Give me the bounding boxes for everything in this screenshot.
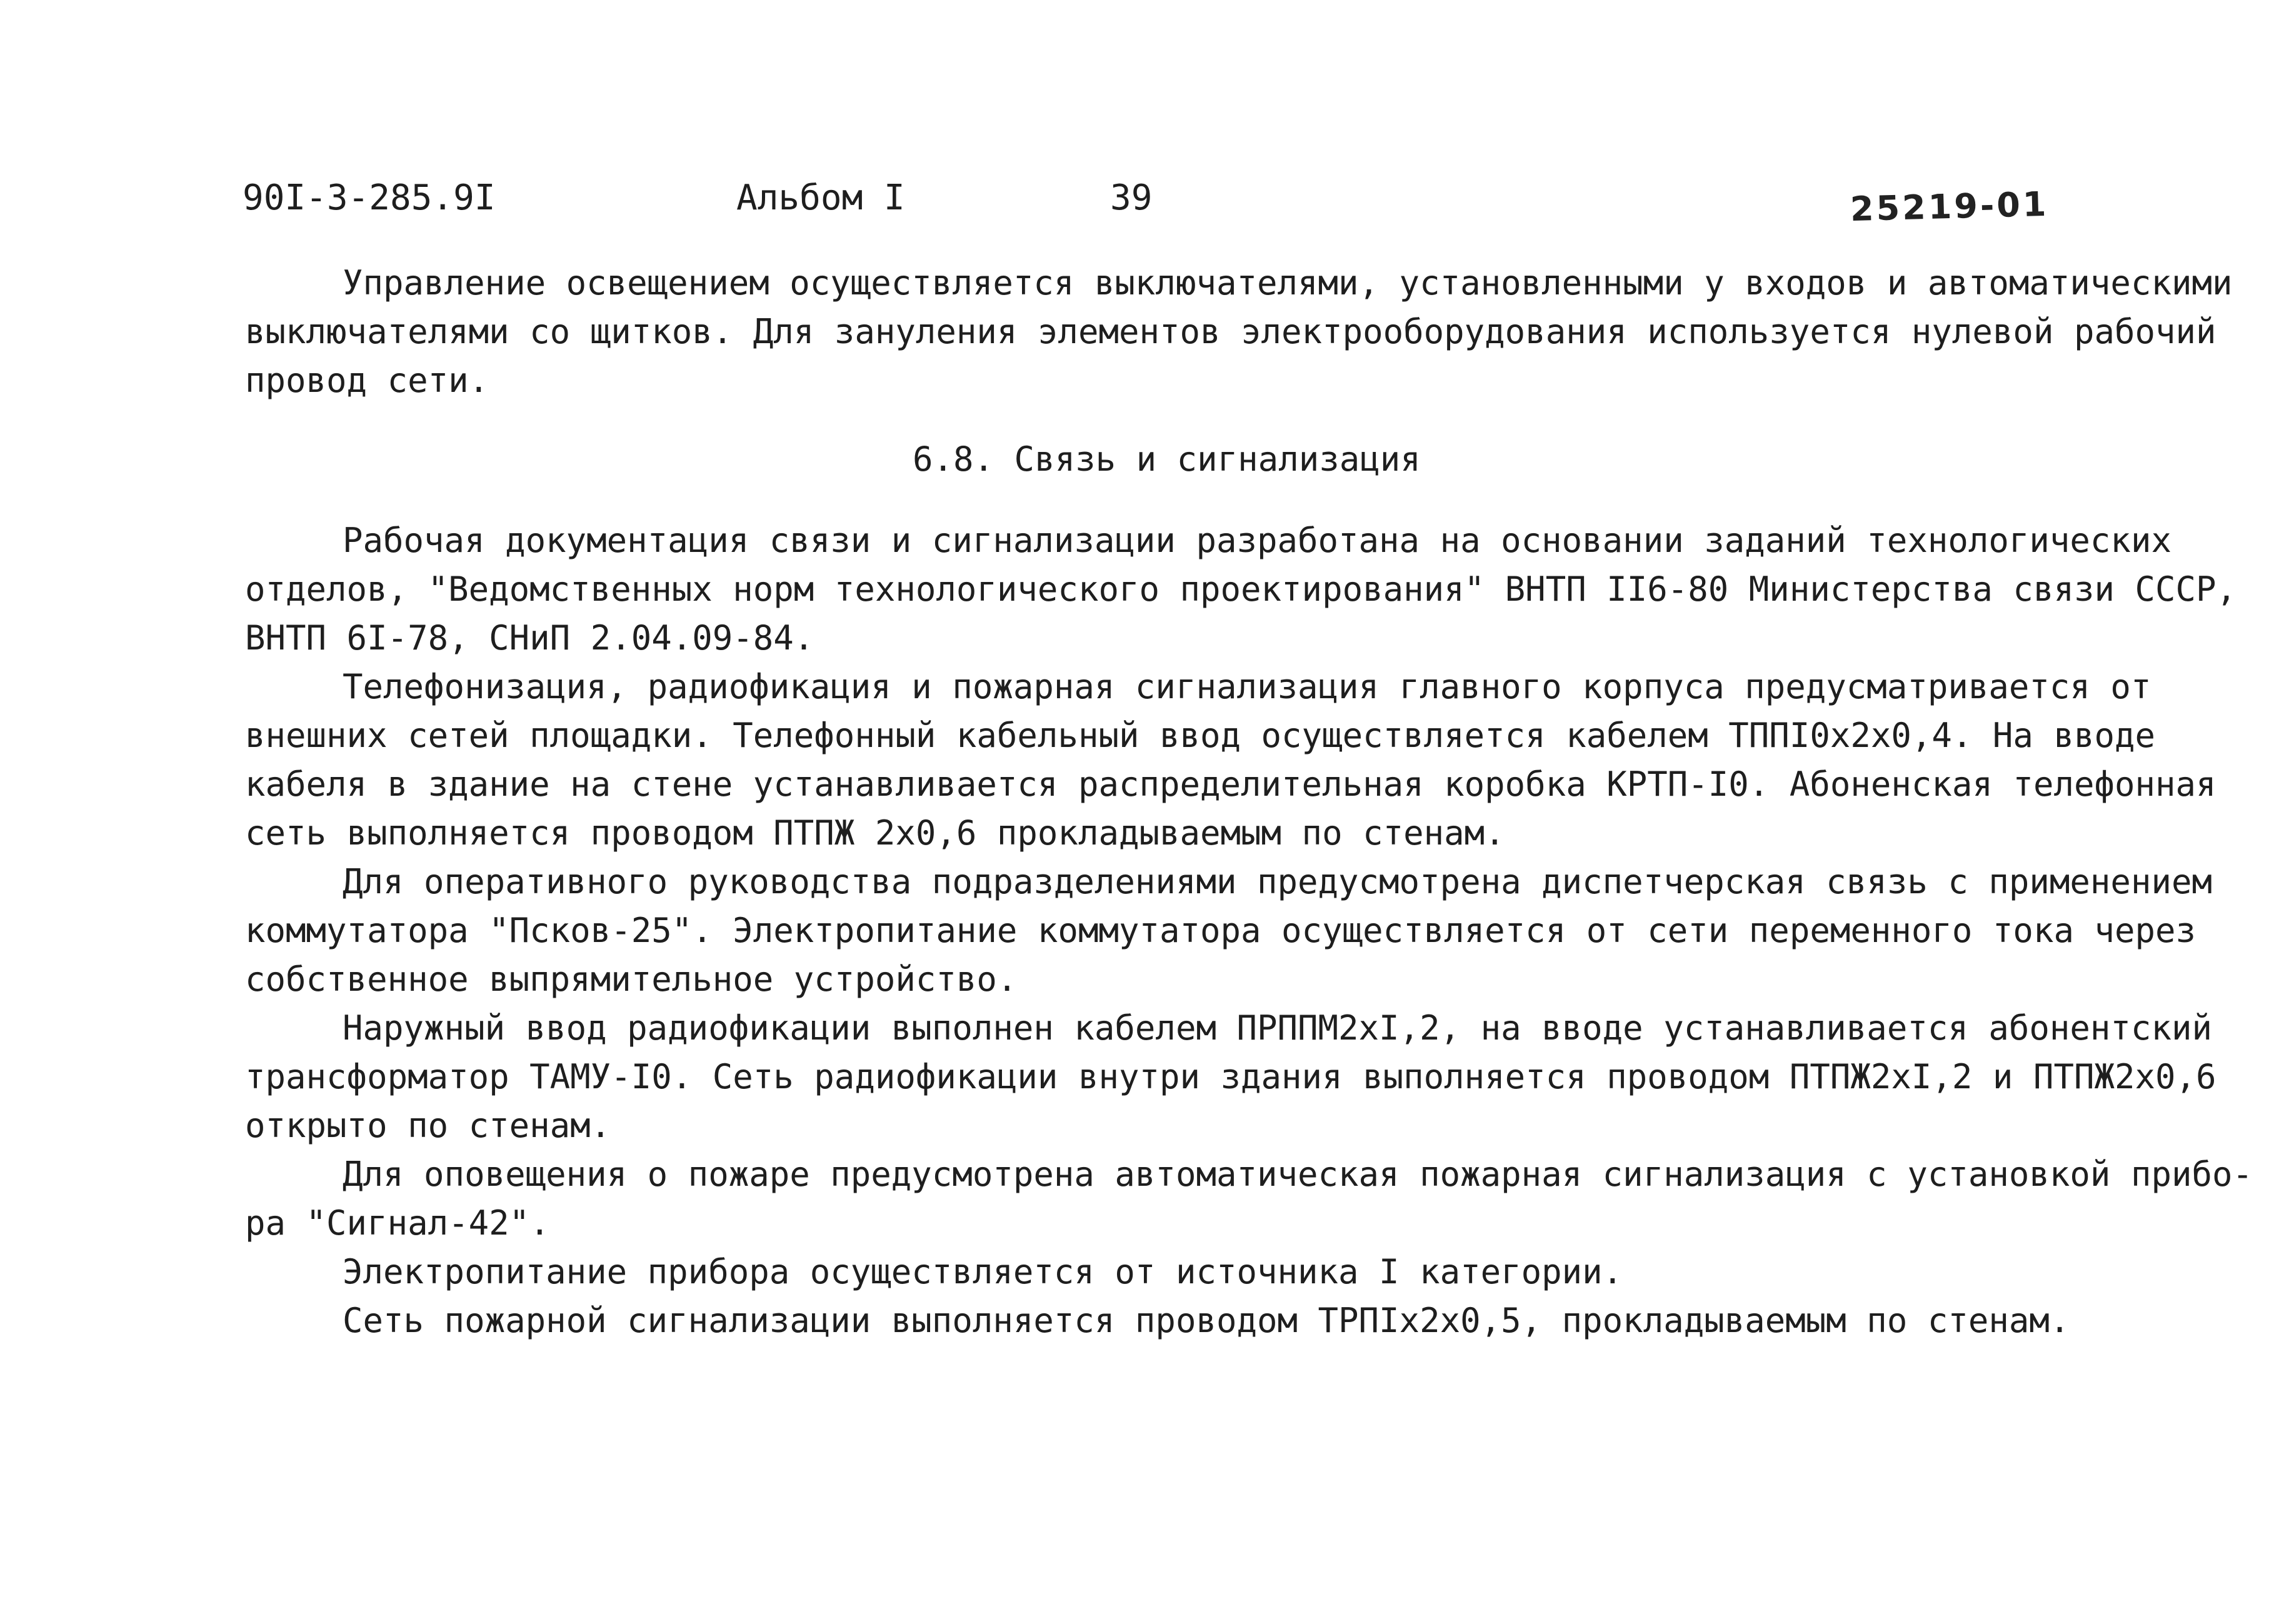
- document-code: 90I-3-285.9I: [243, 178, 496, 218]
- text-line: открыто по стенам.: [245, 1106, 611, 1145]
- text-line: Электропитание прибора осуществляется от источника I категории.: [343, 1252, 1623, 1291]
- text-line: коммутатора "Псков-25". Электропитание коммутатора осуществляется от сети переменного тока через: [245, 911, 2196, 950]
- album-label: Альбом I: [736, 178, 905, 218]
- text-line: Для оповещения о пожаре предусмотрена автоматическая пожарная сигнализация с установкой прибо-: [343, 1155, 2253, 1194]
- inventory-stamp: 25219-01: [1850, 184, 2050, 229]
- text-line: ра "Сигнал-42".: [245, 1203, 550, 1243]
- text-line: кабеля в здание на стене устанавливается распределительная коробка КРТП-I0. Абоненская телефонная: [245, 764, 2216, 804]
- text-line: Для оперативного руководства подразделениями предусмотрена диспетчерская связь с применением: [343, 862, 2212, 901]
- text-line: Телефонизация, радиофикация и пожарная сигнализация главного корпуса предусматривается от: [343, 667, 2151, 706]
- text-line: сеть выполняется проводом ПТПЖ 2х0,6 прокладываемым по стенам.: [245, 813, 1505, 853]
- text-line: провод сети.: [245, 361, 489, 400]
- text-line: ВНТП 6I-78, СНиП 2.04.09-84.: [245, 618, 814, 658]
- text-line: отделов, "Ведомственных норм технологического проектирования" ВНТП II6-80 Министерства связи СССР,: [245, 569, 2237, 609]
- section-heading: 6.8. Связь и сигнализация: [913, 439, 1421, 479]
- text-line: собственное выпрямительное устройство.: [245, 960, 1018, 999]
- text-line: Наружный ввод радиофикации выполнен кабелем ПРППМ2хI,2, на вводе устанавливается абонентский: [343, 1008, 2212, 1048]
- page-number: 39: [1110, 178, 1153, 218]
- text-line: Управление освещением осуществляется выключателями, установленными у входов и автоматическими: [343, 263, 2233, 303]
- text-line: трансформатор ТАМУ-I0. Сеть радиофикации внутри здания выполняется проводом ПТПЖ2хI,2 и ПТПЖ2х0,6: [245, 1057, 2216, 1096]
- text-line: Рабочая документация связи и сигнализации разработана на основании заданий технологических: [343, 521, 2171, 560]
- text-line: внешних сетей площадки. Телефонный кабельный ввод осуществляется кабелем ТППI0х2х0,4. На вводе: [245, 716, 2156, 755]
- text-line: выключателями со щитков. Для зануления элементов электрооборудования используется нулевой рабочий: [245, 312, 2216, 351]
- text-line: Сеть пожарной сигнализации выполняется проводом ТРПIх2х0,5, прокладываемым по стенам.: [343, 1301, 2070, 1340]
